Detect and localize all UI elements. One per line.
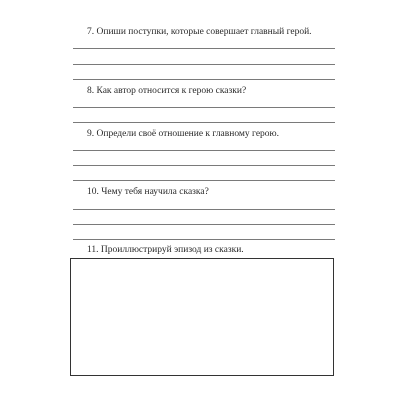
illustration-box xyxy=(70,258,334,376)
answer-line xyxy=(73,209,335,210)
question-text: Опиши поступки, которые совершает главный герой. xyxy=(96,27,312,37)
question-number: 9. xyxy=(87,129,95,139)
answer-line xyxy=(73,48,335,49)
answer-line xyxy=(73,150,335,151)
question-text: Как автор относится к герою сказки? xyxy=(96,86,247,96)
question-11 xyxy=(87,245,244,256)
question-10 xyxy=(87,187,209,198)
question-text: Чему тебя научила сказка? xyxy=(101,187,209,197)
question-number: 7. xyxy=(87,27,95,37)
question-number: 10. xyxy=(87,187,99,197)
answer-line xyxy=(73,79,335,80)
answer-line xyxy=(73,107,335,108)
answer-line xyxy=(73,239,335,240)
question-number: 11. xyxy=(87,245,99,255)
question-text: Проиллюстрируй эпизод из сказки. xyxy=(100,245,244,255)
question-text: Определи своё отношение к главному герою. xyxy=(96,129,280,139)
answer-line xyxy=(73,165,335,166)
question-number: 8. xyxy=(87,86,95,96)
question-8 xyxy=(87,86,246,97)
answer-line xyxy=(73,64,335,65)
question-7 xyxy=(87,27,312,38)
answer-line xyxy=(73,122,335,123)
answer-line xyxy=(73,224,335,225)
answer-line xyxy=(73,180,335,181)
question-9 xyxy=(87,129,279,140)
